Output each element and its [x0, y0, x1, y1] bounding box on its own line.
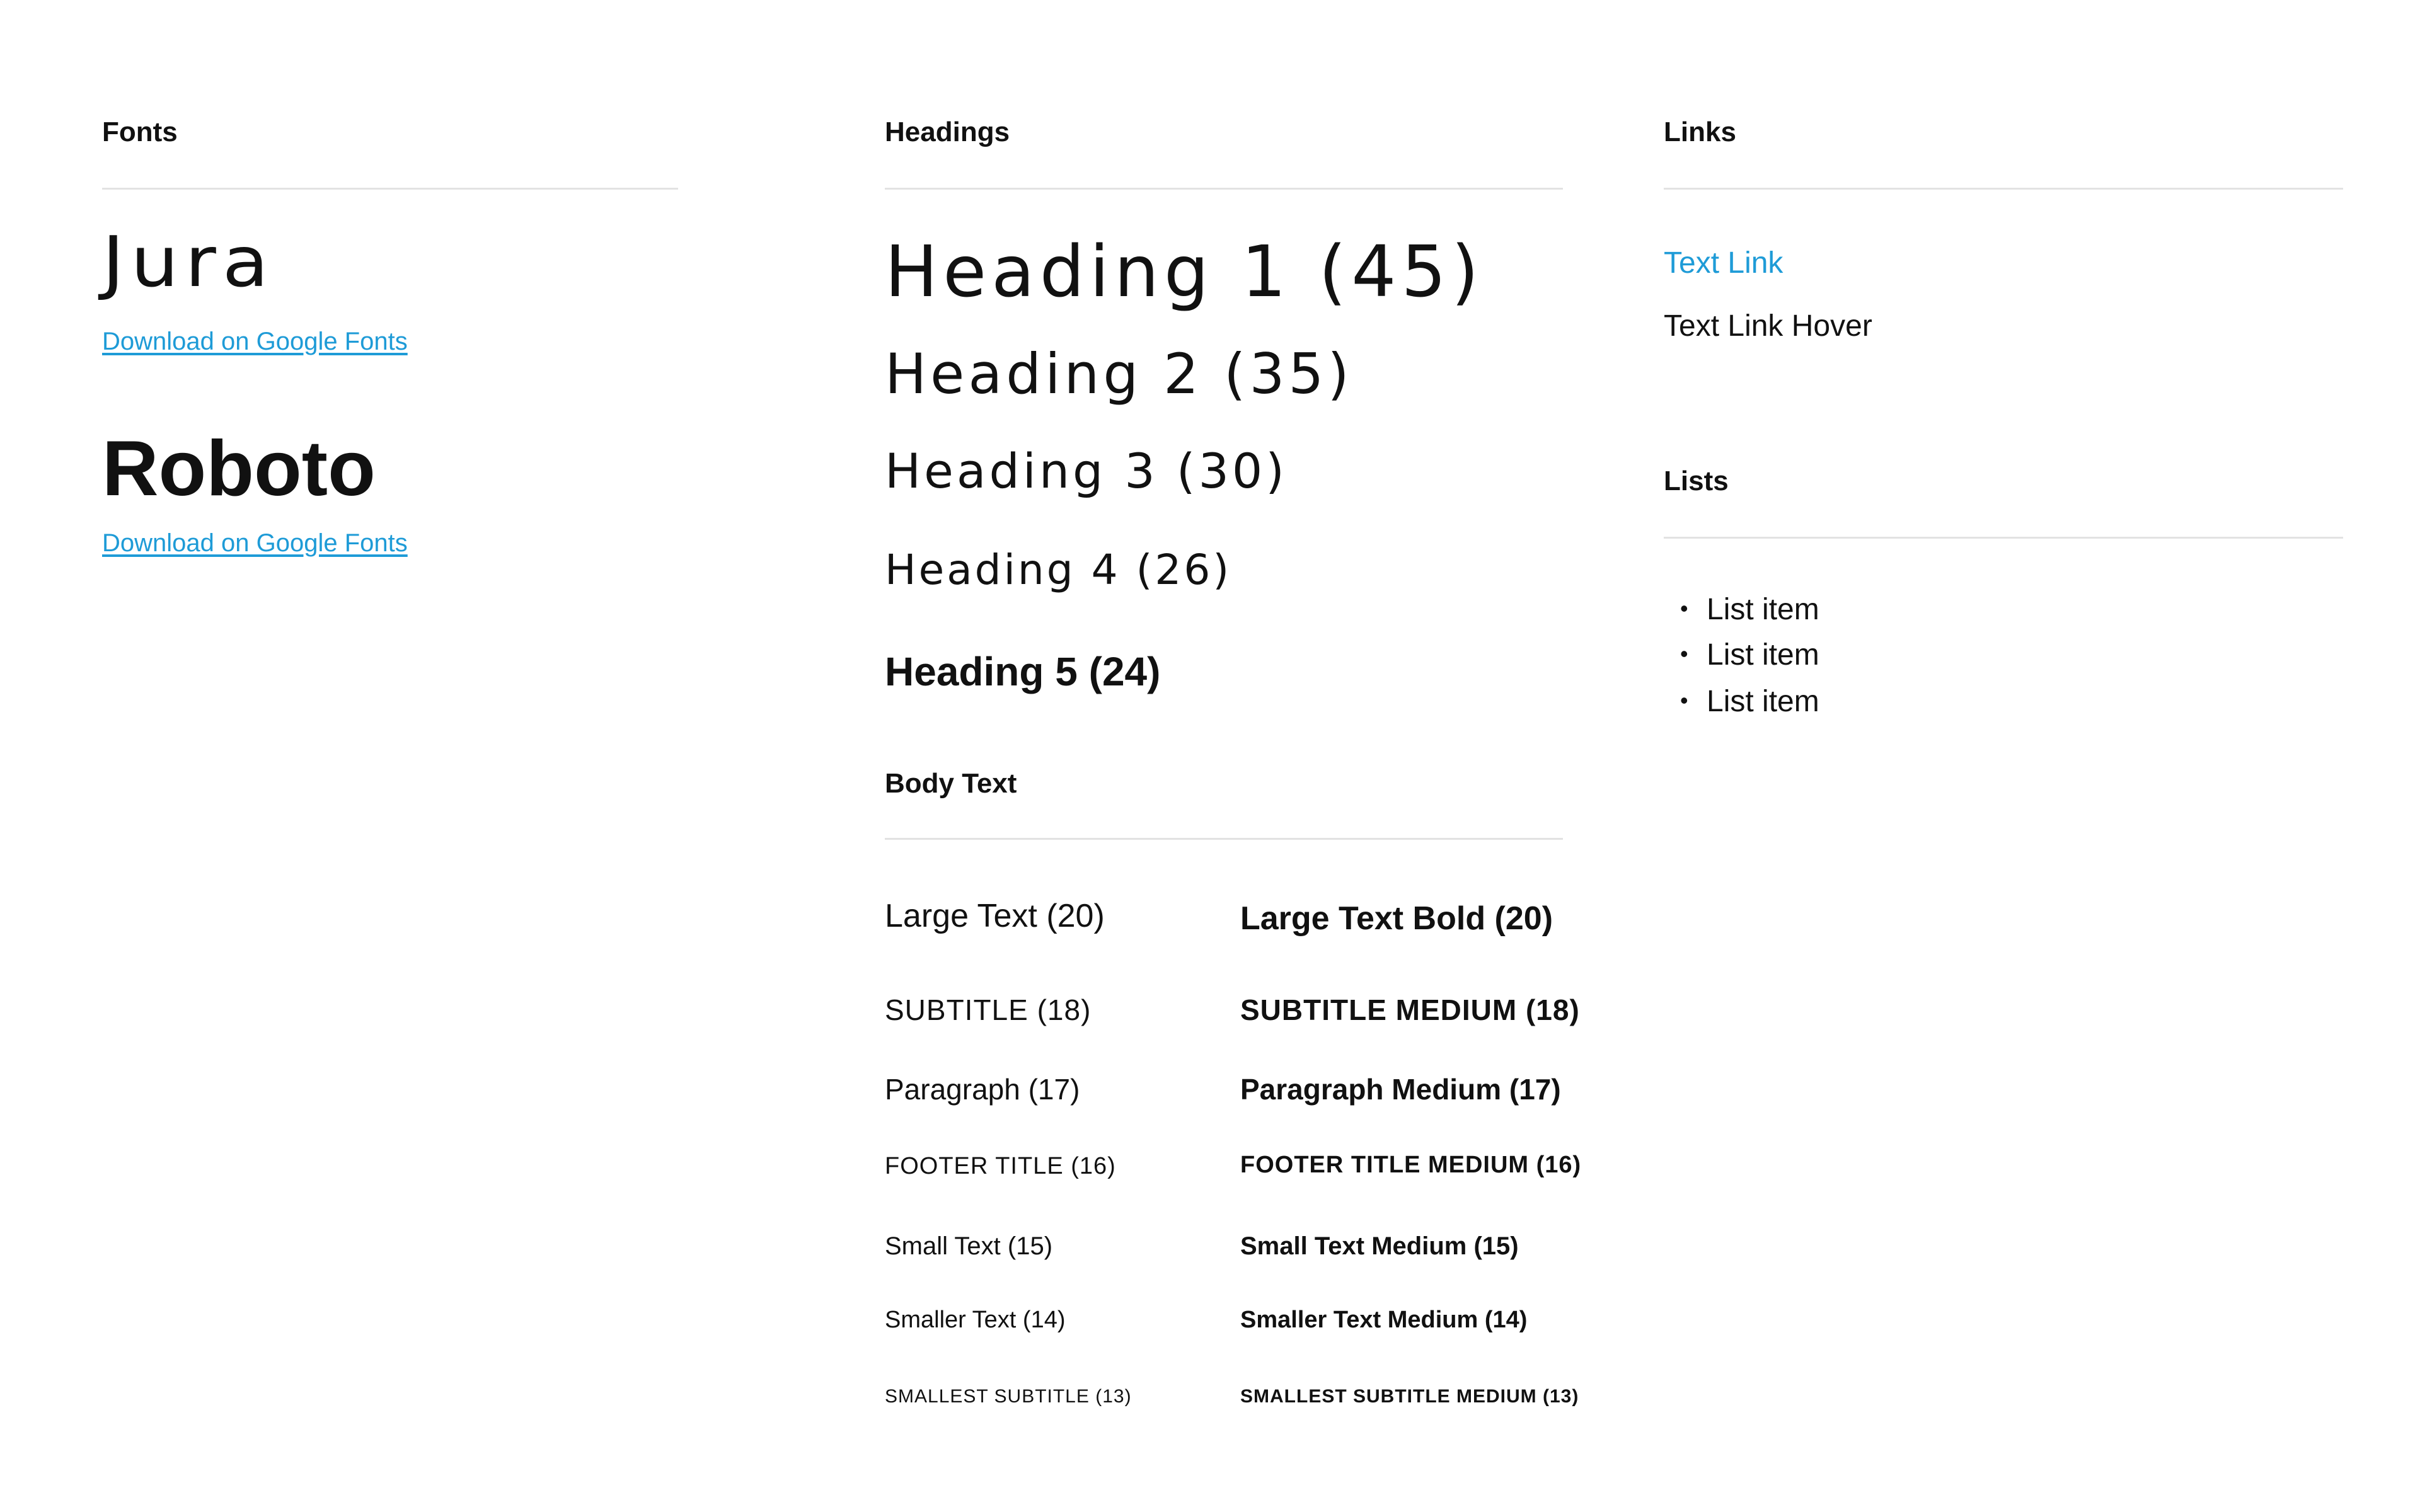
heading-2-sample: Heading 2 (35)	[885, 341, 1353, 406]
text-link-sample[interactable]: Text Link	[1664, 246, 1783, 280]
headings-section-title: Headings	[885, 117, 1010, 147]
text-link-hover-sample[interactable]: Text Link Hover	[1664, 309, 1872, 343]
body-text-divider	[885, 838, 1563, 840]
smaller-text-medium-sample: Smaller Text Medium (14)	[1240, 1307, 1528, 1333]
large-text-bold-sample: Large Text Bold (20)	[1240, 900, 1553, 937]
smallest-subtitle-medium-sample: SMALLEST SUBTITLE MEDIUM (13)	[1240, 1386, 1579, 1407]
roboto-download-link[interactable]: Download on Google Fonts	[102, 529, 408, 557]
fonts-section-title: Fonts	[102, 117, 178, 147]
jura-font-sample: Jura	[102, 222, 275, 303]
bullet-icon: •	[1680, 687, 1688, 713]
lists-section-title: Lists	[1664, 466, 1729, 496]
paragraph-sample: Paragraph (17)	[885, 1073, 1080, 1106]
links-divider	[1664, 188, 2343, 190]
list-item-label: List item	[1707, 593, 1819, 626]
jura-download-link[interactable]: Download on Google Fonts	[102, 328, 408, 355]
body-text-section-title: Body Text	[885, 768, 1017, 799]
paragraph-medium-sample: Paragraph Medium (17)	[1240, 1073, 1561, 1106]
heading-4-sample: Heading 4 (26)	[885, 546, 1232, 594]
heading-1-sample: Heading 1 (45)	[885, 231, 1484, 313]
bullet-icon: •	[1680, 641, 1688, 667]
smallest-subtitle-sample: SMALLEST SUBTITLE (13)	[885, 1386, 1132, 1407]
lists-divider	[1664, 537, 2343, 539]
footer-title-medium-sample: FOOTER TITLE MEDIUM (16)	[1240, 1152, 1582, 1178]
headings-divider	[885, 188, 1563, 190]
small-text-sample: Small Text (15)	[885, 1232, 1053, 1260]
footer-title-sample: FOOTER TITLE (16)	[885, 1153, 1116, 1179]
heading-3-sample: Heading 3 (30)	[885, 443, 1288, 499]
list-item-label: List item	[1707, 638, 1819, 672]
smaller-text-sample: Smaller Text (14)	[885, 1307, 1066, 1333]
heading-5-sample: Heading 5 (24)	[885, 649, 1161, 694]
small-text-medium-sample: Small Text Medium (15)	[1240, 1232, 1519, 1260]
subtitle-medium-sample: SUBTITLE MEDIUM (18)	[1240, 994, 1580, 1026]
bullet-icon: •	[1680, 595, 1688, 621]
subtitle-sample: SUBTITLE (18)	[885, 994, 1092, 1026]
roboto-font-sample: Roboto	[102, 425, 376, 512]
links-section-title: Links	[1664, 117, 1736, 147]
fonts-divider	[102, 188, 678, 190]
list-item-label: List item	[1707, 685, 1819, 718]
large-text-sample: Large Text (20)	[885, 898, 1105, 934]
